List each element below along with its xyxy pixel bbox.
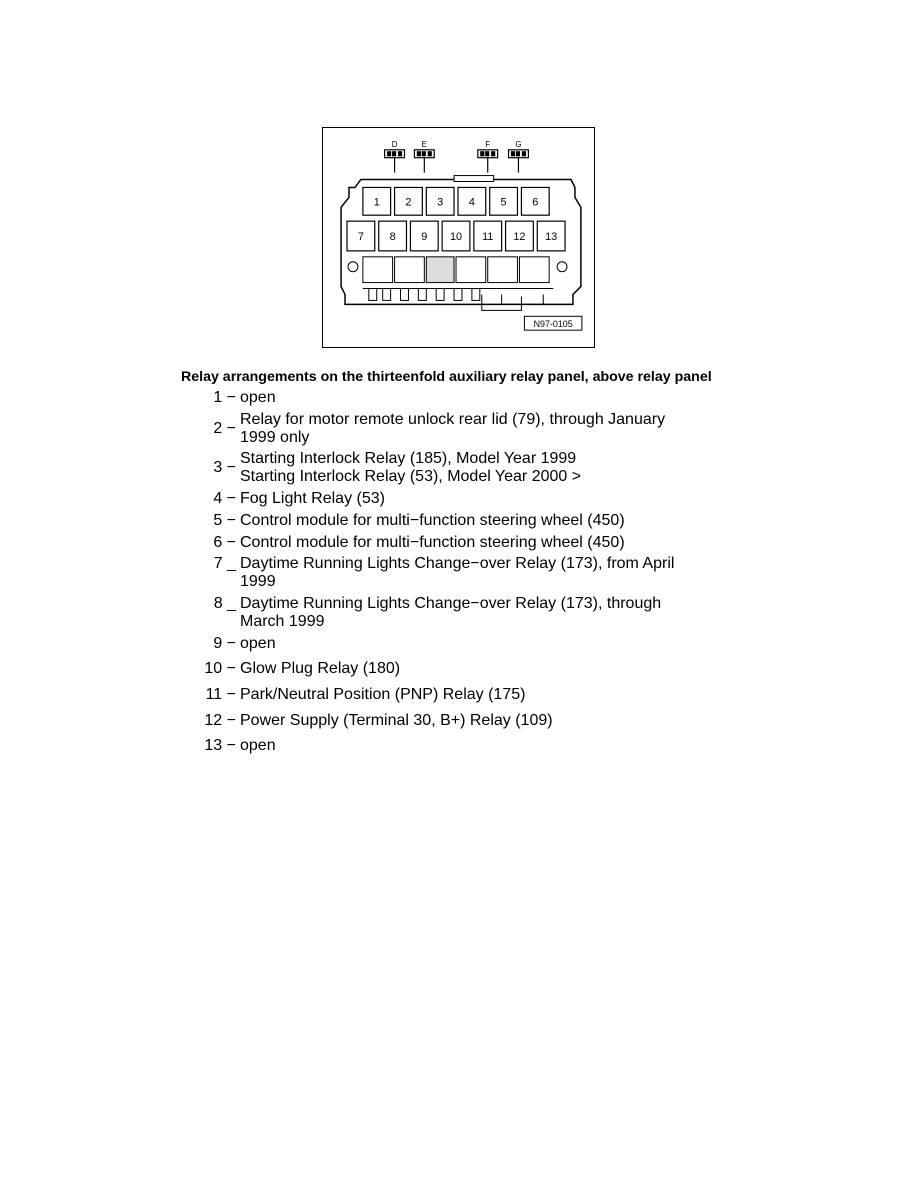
item-text: Park/Neutral Position (PNP) Relay (175) [240, 686, 526, 703]
relay-label-7: 7 [357, 230, 364, 243]
item-number: 10 − [204, 660, 236, 677]
mount-hole-left [348, 262, 358, 272]
relay-panel-figure [322, 127, 595, 348]
connector-e [414, 150, 434, 173]
relay-label-1: 1 [373, 196, 380, 209]
connector-label-e: E [421, 139, 427, 149]
item-text: Control module for multi−function steering wheel (450) [240, 534, 625, 551]
relay-label-10: 10 [449, 230, 463, 243]
connector-label-f: F [485, 139, 491, 149]
item-text: Power Supply (Terminal 30, B+) Relay (109) [240, 712, 553, 729]
item-number: 12 − [204, 712, 236, 729]
item-number: 6 − [213, 534, 236, 551]
item-number: 2 − [213, 420, 236, 437]
item-number: 4 − [213, 490, 236, 507]
item-number: 1 − [213, 389, 236, 406]
relay-label-13: 13 [545, 230, 558, 243]
item-text: Daytime Running Lights Change−over Relay (173), through [240, 595, 662, 612]
relay-label-12: 12 [513, 230, 526, 243]
item-text: Fog Light Relay (53) [240, 490, 385, 507]
item-text: 1999 [240, 573, 276, 590]
item-number: 9 − [213, 635, 236, 652]
item-number: 7 _ [213, 555, 236, 572]
item-number: 5 − [213, 512, 236, 529]
connector-label-d: D [391, 139, 398, 149]
relay-label-2: 2 [405, 196, 412, 209]
item-text: Control module for multi−function steering wheel (450) [240, 512, 625, 529]
item-text: open [240, 737, 276, 754]
item-text: Relay for motor remote unlock rear lid (79), through January [240, 411, 666, 428]
item-number: 3 − [213, 459, 236, 476]
mount-hole-right [557, 262, 567, 272]
figure-caption: Relay arrangements on the thirteenfold auxiliary relay panel, above relay panel [181, 369, 712, 385]
connector-label-g: G [515, 139, 522, 149]
item-text: March 1999 [240, 613, 325, 630]
connector-g [509, 150, 529, 173]
item-number: 8 _ [213, 595, 236, 612]
relay-label-6: 6 [532, 196, 539, 209]
connector-d [385, 150, 405, 173]
relay-label-5: 5 [500, 196, 507, 209]
item-text: open [240, 389, 276, 406]
item-text: 1999 only [240, 429, 310, 446]
relay-label-8: 8 [389, 230, 396, 243]
item-text: open [240, 635, 276, 652]
item-text: Starting Interlock Relay (53), Model Year 2000 > [240, 468, 582, 485]
figure-code: N97-0105 [533, 319, 573, 330]
item-text: Daytime Running Lights Change−over Relay (173), from April [240, 555, 675, 572]
relay-label-3: 3 [437, 196, 444, 209]
relay-label-11: 11 [482, 230, 494, 243]
item-number: 13 − [204, 737, 236, 754]
relay-panel-diagram [323, 128, 594, 347]
connector-f [478, 150, 498, 173]
item-number: 11 − [205, 686, 236, 703]
item-text: Glow Plug Relay (180) [240, 660, 401, 677]
item-text: Starting Interlock Relay (185), Model Year 1999 [240, 450, 577, 467]
relay-label-9: 9 [421, 230, 428, 243]
relay-label-4: 4 [468, 196, 475, 209]
